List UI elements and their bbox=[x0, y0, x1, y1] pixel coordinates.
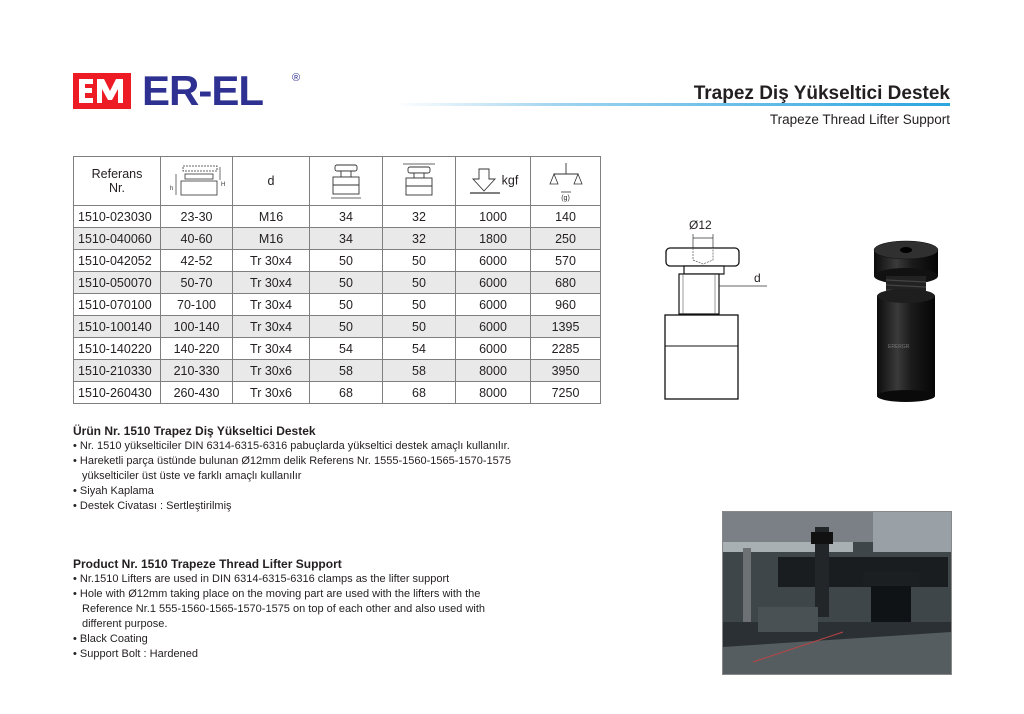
table-cell: 42-52 bbox=[161, 250, 233, 272]
description-tr-list bbox=[73, 439, 593, 514]
table-cell: 68 bbox=[383, 382, 456, 404]
table-cell: 1510-260430 bbox=[74, 382, 161, 404]
description-en-heading: Product Nr. 1510 Trapeze Thread Lifter Support bbox=[73, 557, 342, 571]
lifter-technical-drawing bbox=[655, 214, 775, 404]
table-cell: 6000 bbox=[456, 294, 531, 316]
table-cell: Tr 30x4 bbox=[233, 338, 310, 360]
table-cell: 50 bbox=[310, 272, 383, 294]
header-ref bbox=[74, 157, 161, 206]
table-cell: 32 bbox=[383, 228, 456, 250]
header-d bbox=[233, 157, 310, 206]
table-cell: 1510-040060 bbox=[74, 228, 161, 250]
header-weight bbox=[531, 157, 601, 206]
spec-table bbox=[73, 156, 601, 404]
table-cell: 100-140 bbox=[161, 316, 233, 338]
table-cell: 960 bbox=[531, 294, 601, 316]
load-arrow-icon bbox=[468, 167, 502, 195]
brand-registered-mark: ® bbox=[292, 72, 301, 84]
header-weight-unit: (g) bbox=[561, 195, 570, 202]
table-cell: 50 bbox=[383, 294, 456, 316]
list-item: • Nr. 1510 yükselticiler DIN 6314-6315-6316 pabuçlarda yükseltici destek amaçlı kullanılır. bbox=[73, 439, 593, 454]
table-cell: 58 bbox=[310, 360, 383, 382]
table-cell: 2285 bbox=[531, 338, 601, 360]
table-cell: M16 bbox=[233, 206, 310, 228]
table-cell: 50 bbox=[383, 272, 456, 294]
table-cell: Tr 30x4 bbox=[233, 316, 310, 338]
table-cell: 3950 bbox=[531, 360, 601, 382]
table-cell: 54 bbox=[310, 338, 383, 360]
table-body bbox=[74, 206, 601, 404]
table-cell: 23-30 bbox=[161, 206, 233, 228]
weight-scale-icon bbox=[546, 160, 586, 200]
lifter-base-icon bbox=[399, 160, 439, 200]
description-tr bbox=[73, 423, 593, 514]
table-cell: 1395 bbox=[531, 316, 601, 338]
table-row bbox=[74, 338, 601, 360]
list-item: • Black Coating bbox=[73, 632, 493, 647]
table-cell: 68 bbox=[310, 382, 383, 404]
table-cell: 8000 bbox=[456, 360, 531, 382]
table-cell: 140 bbox=[531, 206, 601, 228]
table-cell: 1510-210330 bbox=[74, 360, 161, 382]
header-load-unit: kgf bbox=[501, 173, 519, 188]
table-cell: 250 bbox=[531, 228, 601, 250]
table-cell: 50 bbox=[383, 316, 456, 338]
lifter-dimension-icon bbox=[326, 160, 366, 200]
table-cell: Tr 30x6 bbox=[233, 360, 310, 382]
lifter-usage-photo bbox=[722, 511, 952, 675]
table-cell: 1510-050070 bbox=[74, 272, 161, 294]
brand-name: ER-EL bbox=[142, 67, 263, 114]
table-cell: 34 bbox=[310, 206, 383, 228]
table-cell: M16 bbox=[233, 228, 310, 250]
table-cell: 1000 bbox=[456, 206, 531, 228]
svg-text:ERERGR: ERERGR bbox=[888, 344, 910, 350]
page-title-en: Trapeze Thread Lifter Support bbox=[769, 112, 950, 127]
table-row bbox=[74, 360, 601, 382]
table-cell: 54 bbox=[383, 338, 456, 360]
table-cell: 70-100 bbox=[161, 294, 233, 316]
table-cell: 32 bbox=[383, 206, 456, 228]
list-item: • Support Bolt : Hardened bbox=[73, 647, 493, 662]
table-cell: Tr 30x6 bbox=[233, 382, 310, 404]
brand-logo-icon bbox=[73, 73, 131, 109]
table-cell: 6000 bbox=[456, 316, 531, 338]
list-item: • Nr.1510 Lifters are used in DIN 6314-6315-6316 clamps as the lifter support bbox=[73, 572, 493, 587]
table-cell: 50 bbox=[383, 250, 456, 272]
table-row bbox=[74, 382, 601, 404]
svg-text:h: h bbox=[169, 185, 173, 192]
drawing-d-label: d bbox=[754, 271, 761, 285]
table-row bbox=[74, 250, 601, 272]
table-cell: 40-60 bbox=[161, 228, 233, 250]
table-cell: 140-220 bbox=[161, 338, 233, 360]
table-cell: 6000 bbox=[456, 338, 531, 360]
table-cell: 6000 bbox=[456, 272, 531, 294]
table-cell: 1800 bbox=[456, 228, 531, 250]
header-col5 bbox=[383, 157, 456, 206]
header-range bbox=[161, 157, 233, 206]
drawing-hole-label: Ø12 bbox=[689, 218, 712, 232]
description-en-list bbox=[73, 572, 493, 662]
header-col4 bbox=[310, 157, 383, 206]
table-cell: 1510-070100 bbox=[74, 294, 161, 316]
table-cell: 8000 bbox=[456, 382, 531, 404]
table-cell: 50 bbox=[310, 294, 383, 316]
table-cell: 1510-023030 bbox=[74, 206, 161, 228]
table-header-row bbox=[74, 157, 601, 206]
table-cell: 1510-042052 bbox=[74, 250, 161, 272]
table-row bbox=[74, 294, 601, 316]
table-cell: 50 bbox=[310, 316, 383, 338]
table-cell: 58 bbox=[383, 360, 456, 382]
list-item: • Hole with Ø12mm taking place on the moving part are used with the lifters with the Reference Nr.1 555-1560-1565-1570-1575 on top of each other and also used with different purpose. bbox=[73, 587, 496, 632]
list-item: • Hareketli parça üstünde bulunan Ø12mm delik Referens Nr. 1555-1560-1565-1570-1575 yükselticiler üst üste ve farklı amaçlı kullanılır bbox=[73, 454, 562, 484]
table-cell: 210-330 bbox=[161, 360, 233, 382]
table-cell: 50 bbox=[310, 250, 383, 272]
header-load bbox=[456, 157, 531, 206]
table-row bbox=[74, 228, 601, 250]
table-cell: 680 bbox=[531, 272, 601, 294]
table-cell: 7250 bbox=[531, 382, 601, 404]
table-cell: 1510-100140 bbox=[74, 316, 161, 338]
description-en bbox=[73, 556, 493, 662]
height-range-icon bbox=[167, 160, 227, 200]
svg-text:H: H bbox=[220, 181, 225, 188]
table-cell: Tr 30x4 bbox=[233, 250, 310, 272]
table-row bbox=[74, 316, 601, 338]
header-d-label: d bbox=[267, 174, 275, 188]
list-item: • Destek Civatası : Sertleştirilmiş bbox=[73, 499, 593, 514]
list-item: • Siyah Kaplama bbox=[73, 484, 593, 499]
header-ref-label: Referans Nr. bbox=[91, 167, 143, 195]
page-title-tr: Trapez Diş Yükseltici Destek bbox=[693, 83, 950, 104]
table-cell: 50-70 bbox=[161, 272, 233, 294]
table-cell: Tr 30x4 bbox=[233, 294, 310, 316]
description-tr-heading: Ürün Nr. 1510 Trapez Diş Yükseltici Destek bbox=[73, 424, 316, 438]
table-cell: 570 bbox=[531, 250, 601, 272]
table-cell: 34 bbox=[310, 228, 383, 250]
table-cell: 260-430 bbox=[161, 382, 233, 404]
table-row bbox=[74, 206, 601, 228]
table-cell: 6000 bbox=[456, 250, 531, 272]
table-cell: Tr 30x4 bbox=[233, 272, 310, 294]
table-row bbox=[74, 272, 601, 294]
lifter-product-photo bbox=[870, 238, 942, 403]
table-cell: 1510-140220 bbox=[74, 338, 161, 360]
